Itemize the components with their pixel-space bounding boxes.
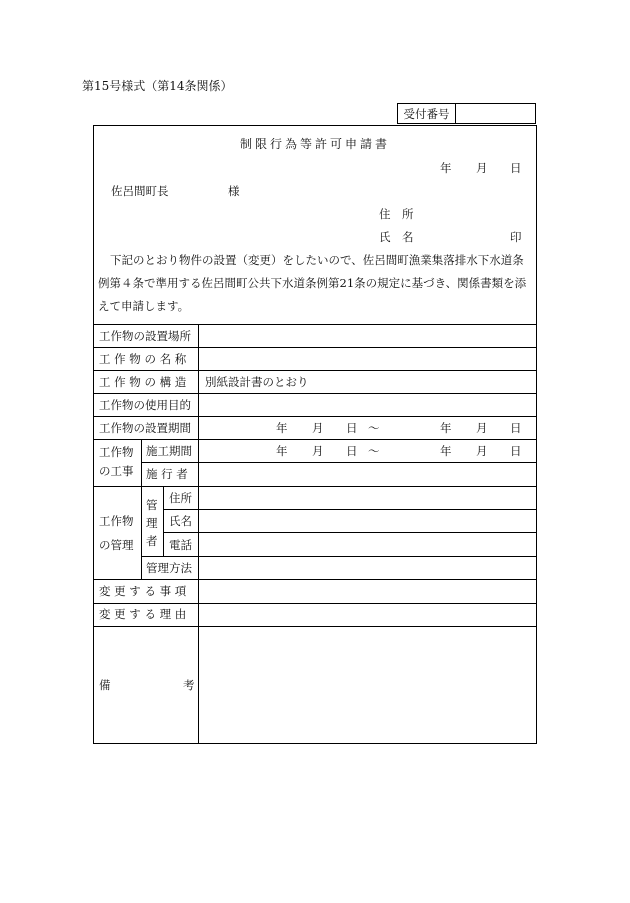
date-year-label: 年 bbox=[440, 161, 452, 175]
manager-name-field[interactable] bbox=[199, 510, 536, 532]
construction-period-label: 施工期間 bbox=[146, 444, 192, 458]
request-text-line3: えて申請します。 bbox=[98, 299, 190, 313]
period-start-day: 日 bbox=[346, 421, 358, 435]
structure-name-label: 工 作 物 の 名 称 bbox=[99, 352, 187, 366]
manager-label-2: 理 bbox=[146, 516, 158, 530]
receipt-number-box bbox=[397, 103, 536, 124]
construction-end-month: 月 bbox=[476, 444, 488, 458]
manager-name-label: 氏名 bbox=[169, 514, 192, 528]
period-end-month: 月 bbox=[476, 421, 488, 435]
applicant-address-label: 住 所 bbox=[379, 207, 414, 221]
remarks-label-right: 考 bbox=[183, 678, 195, 692]
change-reason-label: 変 更 す る 理 由 bbox=[99, 607, 187, 621]
management-group-label-line2: の管理 bbox=[99, 538, 134, 552]
construction-start-year: 年 bbox=[276, 444, 288, 458]
management-group-label-line1: 工作物 bbox=[99, 514, 134, 528]
addressee: 佐呂間町長 bbox=[111, 184, 169, 198]
remarks-label-left: 備 bbox=[99, 678, 111, 692]
change-reason-field[interactable] bbox=[199, 604, 536, 626]
construction-start-day: 日 bbox=[346, 444, 358, 458]
row-line bbox=[93, 439, 537, 440]
row-line bbox=[93, 370, 537, 371]
manager-label-3: 者 bbox=[146, 534, 158, 548]
receipt-number-field[interactable] bbox=[456, 104, 535, 123]
change-items-field[interactable] bbox=[199, 580, 536, 602]
date-day-label: 日 bbox=[510, 161, 522, 175]
manager-label-1: 管 bbox=[146, 498, 158, 512]
manager-phone-label: 電話 bbox=[169, 538, 192, 552]
structure-construction-label: 工 作 物 の 構 造 bbox=[99, 375, 187, 389]
period-end-year: 年 bbox=[440, 421, 452, 435]
contractor-field[interactable] bbox=[199, 463, 536, 485]
period-start-year: 年 bbox=[276, 421, 288, 435]
construction-tilde: 〜 bbox=[368, 444, 380, 458]
installation-location-label: 工作物の設置場所 bbox=[99, 329, 191, 343]
column-line bbox=[163, 486, 164, 556]
period-tilde: 〜 bbox=[368, 421, 380, 435]
structure-construction-value: 別紙設計書のとおり bbox=[205, 375, 309, 389]
request-text-line2: 例第４条で準用する佐呂間町公共下水道条例第21条の規定に基づき、関係書類を添 bbox=[98, 276, 527, 290]
management-method-label: 管理方法 bbox=[146, 561, 192, 575]
usage-purpose-field[interactable] bbox=[199, 394, 536, 416]
form-title: 制限行為等許可申請書 bbox=[240, 137, 391, 151]
structure-name-field[interactable] bbox=[199, 348, 536, 370]
work-group-label-line1: 工作物 bbox=[99, 445, 134, 459]
installation-location-field[interactable] bbox=[199, 325, 536, 347]
honorific: 様 bbox=[228, 184, 240, 198]
manager-phone-field[interactable] bbox=[199, 533, 536, 555]
period-end-day: 日 bbox=[510, 421, 522, 435]
construction-end-day: 日 bbox=[510, 444, 522, 458]
manager-address-field[interactable] bbox=[199, 487, 536, 509]
management-method-field[interactable] bbox=[199, 557, 536, 579]
remarks-field[interactable] bbox=[199, 627, 536, 742]
installation-period-label: 工作物の設置期間 bbox=[99, 421, 191, 435]
applicant-name-label: 氏 名 bbox=[379, 230, 414, 244]
receipt-number-label: 受付番号 bbox=[398, 104, 456, 123]
construction-end-year: 年 bbox=[440, 444, 452, 458]
construction-start-month: 月 bbox=[312, 444, 324, 458]
usage-purpose-label: 工作物の使用目的 bbox=[99, 398, 191, 412]
seal-mark: 印 bbox=[510, 230, 522, 244]
period-start-month: 月 bbox=[312, 421, 324, 435]
manager-address-label: 住所 bbox=[169, 491, 192, 505]
form-number: 第15号様式（第14条関係） bbox=[82, 79, 233, 93]
column-line bbox=[141, 439, 142, 579]
contractor-label: 施 行 者 bbox=[146, 467, 188, 481]
date-month-label: 月 bbox=[476, 161, 488, 175]
work-group-label-line2: の工事 bbox=[99, 464, 134, 478]
request-text-line1: 下記のとおり物件の設置（変更）をしたいので、佐呂間町漁業集落排水下水道条 bbox=[110, 253, 524, 267]
row-line bbox=[93, 416, 537, 417]
change-items-label: 変 更 す る 事 項 bbox=[99, 584, 187, 598]
